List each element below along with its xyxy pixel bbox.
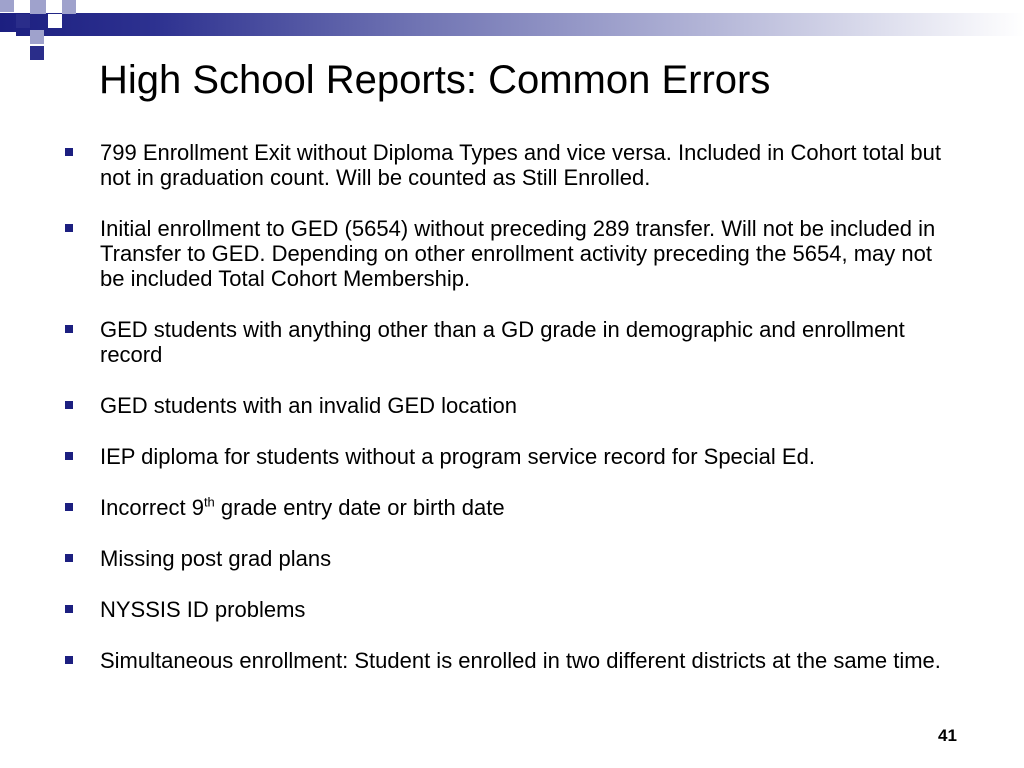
slide-title: High School Reports: Common Errors [99,58,771,102]
bullet-item [100,648,960,673]
bullet-item [100,216,960,291]
header-gradient-bar [0,13,1024,36]
square-bullet-icon [65,148,73,156]
square-bullet-icon [65,503,73,511]
bullet-text [100,495,505,520]
bullet-item [100,495,960,520]
square-bullet-icon [65,452,73,460]
bullet-text: GED students with anything other than a GD grade in demographic and enrollment record [100,317,905,367]
bullet-text: IEP diploma for students without a program service record for Special Ed. [100,444,815,469]
decor-square [30,46,44,60]
decor-square [16,14,30,28]
decor-square [0,32,16,44]
square-bullet-icon [65,656,73,664]
decor-square [48,14,62,28]
bullet-item [100,140,960,190]
square-bullet-icon [65,554,73,562]
bullet-text: Missing post grad plans [100,546,332,571]
square-bullet-icon [65,401,73,409]
bullet-item [100,597,960,622]
decor-square [0,0,14,12]
bullet-text: 799 Enrollment Exit without Diploma Types and vice versa. Included in Cohort total but not in graduation count. Will be counted as Still Enrolled. [100,140,941,190]
square-bullet-icon [65,605,73,613]
bullet-text: Initial enrollment to GED (5654) without preceding 289 transfer. Will not be included in Transfer to GED. Depending on other enrollment activity preceding the 5654, may not be included Total Cohort Membership. [100,216,936,291]
bullet-text-part: Incorrect 9 [100,495,204,520]
ordinal-superscript: th [203,494,215,510]
bullet-text: Simultaneous enrollment: Student is enrolled in two different districts at the same time. [100,648,941,673]
bullet-text: NYSSIS ID problems [100,597,306,622]
decor-square [30,0,46,14]
page-number: 41 [938,726,957,745]
bullet-text-part: grade entry date or birth date [214,495,505,520]
bullet-item [100,393,960,418]
square-bullet-icon [65,325,73,333]
bullet-text: GED students with an invalid GED location [100,393,517,418]
bullet-item [100,546,960,571]
decor-square [62,0,76,14]
square-bullet-icon [65,224,73,232]
bullet-item [100,444,960,469]
decor-square [30,30,44,44]
bullet-item [100,317,960,367]
